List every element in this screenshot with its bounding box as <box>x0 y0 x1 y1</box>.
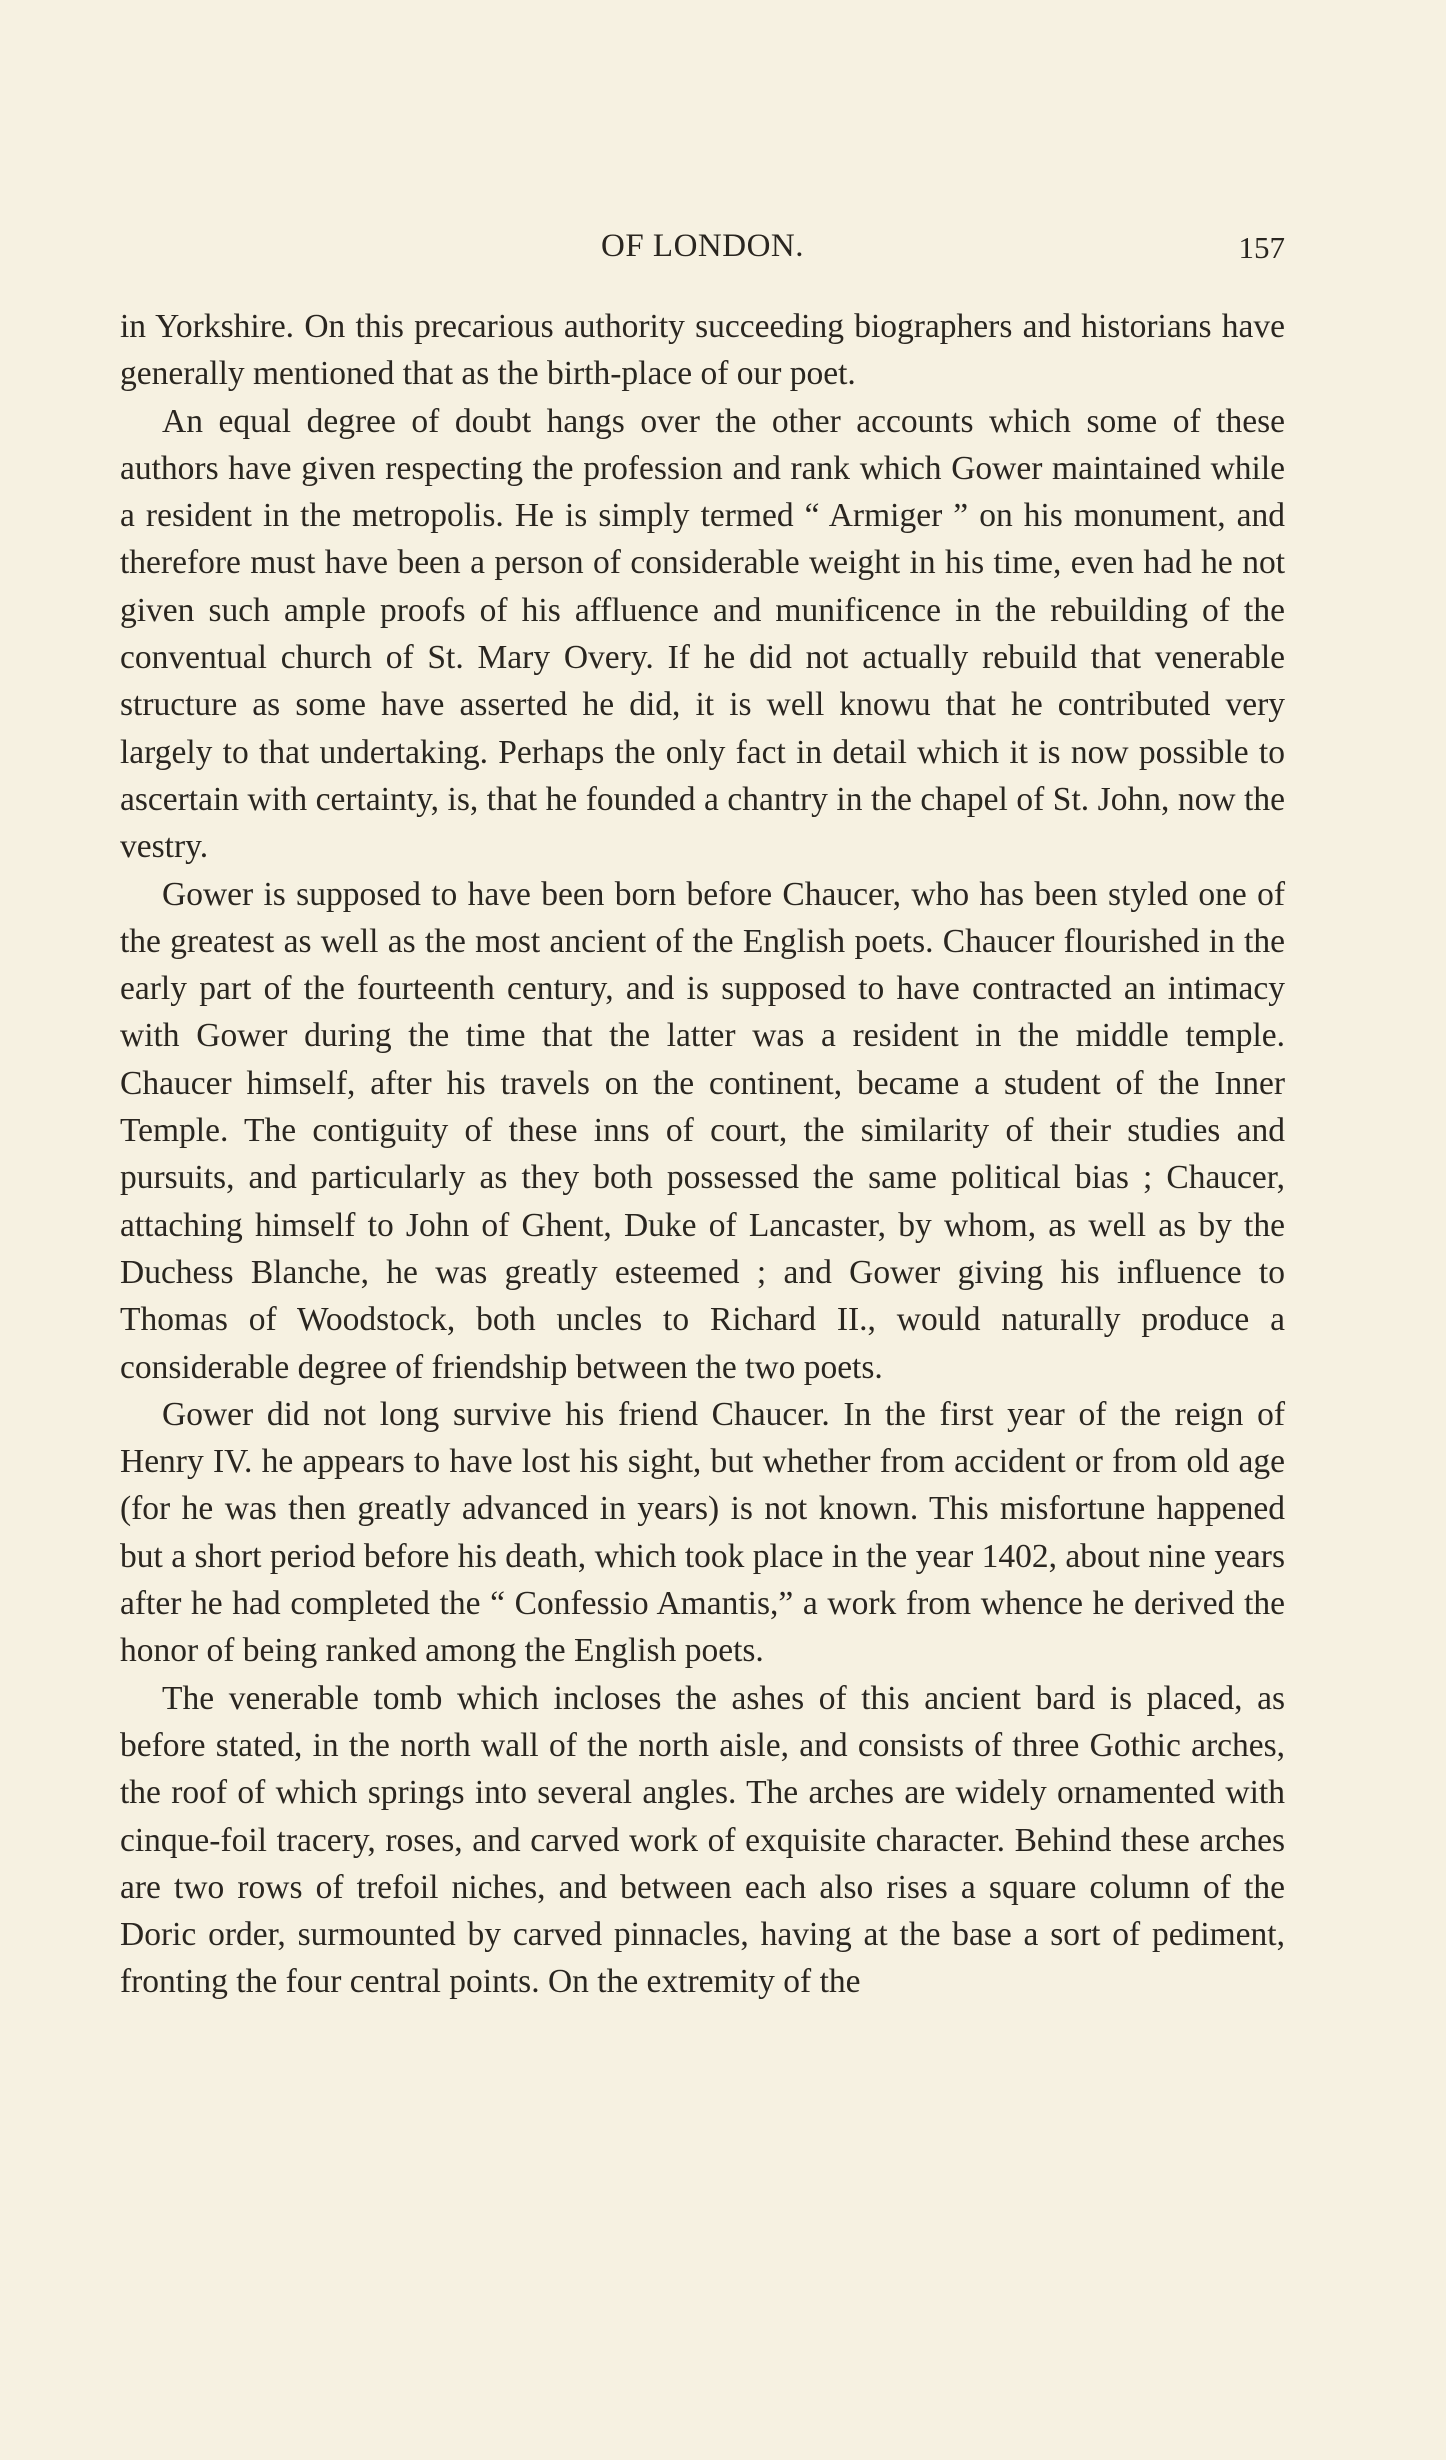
paragraph-3: Gower is supposed to have been born before Chaucer, who has been styled one of the greatest as well as the most ancient of the English poets. Chaucer flourished in the early part of the fourteenth century, and is supposed to have contracted an intimacy with Gower during the time that the latter was a resident in the middle temple. Chaucer himself, after his travels on the continent, became a student of the Inner Temple. The contiguity of these inns of court, the similarity of their studies and pursuits, and particularly as they both possessed the same political bias ; Chaucer, attaching himself to John of Ghent, Duke of Lancaster, by whom, as well as by the Duchess Blanche, he was greatly esteemed ; and Gower giving his influence to Thomas of Woodstock, both uncles to Richard II., would naturally produce a considerable degree of friendship between the two poets. <box>120 875 1285 1386</box>
page-title: OF LONDON. <box>601 228 804 264</box>
body-text <box>120 303 1285 2006</box>
paragraph-1: in Yorkshire. On this precarious authority succeeding biographers and historians have generally mentioned that as the birth-place of our poet. <box>120 308 1285 393</box>
page-number: 157 <box>1238 230 1285 265</box>
paragraph-2: An equal degree of doubt hangs over the other accounts which some of these authors have given respecting the profession and rank which Gower maintained while a resident in the metropolis. He is simply termed “ Armiger ” on his monument, and therefore must have been a person of considerable weight in his time, even had he not given such ample proofs of his affluence and munificence in the rebuilding of the conventual church of St. Mary Overy. If he did not actually rebuild that venerable structure as some have asserted he did, it is well knowu that he contributed very largely to that undertaking. Perhaps the only fact in detail which it is now possible to ascertain with certainty, is, that he founded a chantry in the chapel of St. John, now the vestry. <box>120 402 1285 866</box>
paragraph-5: The venerable tomb which incloses the ashes of this ancient bard is placed, as before stated, in the north wall of the north aisle, and consists of three Gothic arches, the roof of which springs into several angles. The arches are widely ornamented with cinque-foil tracery, roses, and carved work of exquisite character. Behind these arches are two rows of trefoil niches, and between each also rises a square column of the Doric order, surmounted by carved pinnacles, having at the base a sort of pediment, fronting the four central points. On the extremity of the <box>120 1679 1285 2001</box>
paragraph-4: Gower did not long survive his friend Chaucer. In the first year of the reign of Henry IV. he appears to have lost his sight, but whether from accident or from old age (for he was then greatly advanced in years) is not known. This misfortune happened but a short period before his death, which took place in the year 1402, about nine years after he had completed the “ Confessio Amantis,” a work from whence he derived the honor of being ranked among the English poets. <box>120 1395 1285 1670</box>
running-head <box>120 228 1285 278</box>
